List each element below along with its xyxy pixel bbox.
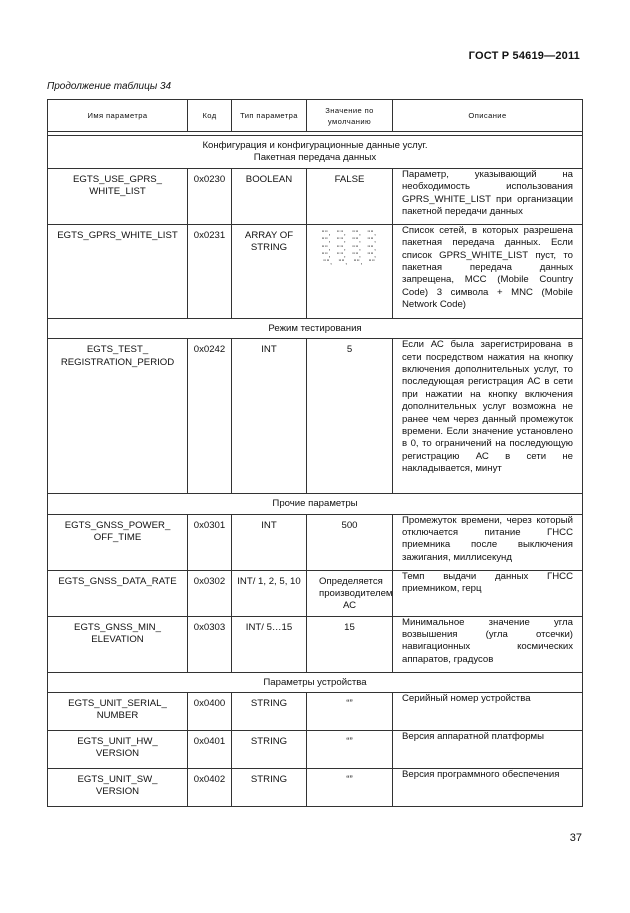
- param-default: Определяется производителем АС: [307, 570, 393, 616]
- param-type: STRING: [232, 731, 307, 769]
- standard-title: ГОСТ Р 54619—2011: [468, 50, 580, 62]
- param-code: 0x0301: [188, 514, 232, 570]
- column-header: Описание: [393, 100, 583, 132]
- column-header: Тип параметра: [232, 100, 307, 132]
- param-default: 15: [307, 616, 393, 672]
- section-row: [48, 136, 583, 169]
- param-name: EGTS_UNIT_SERIAL_ NUMBER: [48, 693, 188, 731]
- section-title: Параметры устройства: [48, 672, 583, 692]
- table-continuation-caption: Продолжение таблицы 34: [47, 81, 172, 92]
- param-code: 0x0303: [188, 616, 232, 672]
- param-type: INT: [232, 514, 307, 570]
- param-description: Промежуток времени, через который отключается питание ГНСС приемника после выключения зажигания, миллисекунд: [393, 514, 583, 570]
- param-type: ARRAY OF STRING: [232, 224, 307, 318]
- param-description: Минимальное значение угла возвышения (угла отсечки) навигационных космических аппаратов, градусов: [393, 616, 583, 672]
- column-header: Код: [188, 100, 232, 132]
- param-name: EGTS_UNIT_HW_ VERSION: [48, 731, 188, 769]
- page-number: 37: [569, 832, 582, 844]
- param-default: FALSE: [307, 168, 393, 224]
- param-code: 0x0401: [188, 731, 232, 769]
- param-type: BOOLEAN: [232, 168, 307, 224]
- table-header-row: [48, 100, 583, 132]
- param-description: Параметр, указывающий на необходимость использования GPRS_WHITE_LIST при организации пакетной передачи данных: [393, 168, 583, 224]
- param-description: Если АС была зарегистрирована в сети посредством нажатия на кнопку включения дополнительных услуг, то последующая регистрация АС в сети при нажатии на кнопку включения дополнительных услуг возможна не ранее чем через данный промежуток времени. Если значение установлено в 0, то ограничений на последующую регистрацию АС в сети не накладывается, минут: [393, 339, 583, 494]
- table-row: [48, 616, 583, 672]
- param-type: INT/ 5…15: [232, 616, 307, 672]
- param-code: 0x0230: [188, 168, 232, 224]
- param-description: Версия программного обеспечения: [393, 769, 583, 807]
- param-description: Темп выдачи данных ГНСС приемником, герц: [393, 570, 583, 616]
- param-type: STRING: [232, 769, 307, 807]
- param-description: Серийный номер устройства: [393, 693, 583, 731]
- table-row: [48, 168, 583, 224]
- table-row: [48, 693, 583, 731]
- param-default-pattern: "", "", "", "", "", "", "", "", "", "", "", "", "", "", "", "", "", "", "", "": [307, 224, 393, 318]
- table-row: [48, 570, 583, 616]
- section-row: [48, 318, 583, 338]
- table-row: [48, 224, 583, 318]
- param-code: 0x0242: [188, 339, 232, 494]
- param-name: EGTS_GPRS_WHITE_LIST: [48, 224, 188, 318]
- param-default: “”: [307, 769, 393, 807]
- table-row: [48, 769, 583, 807]
- table-row: [48, 731, 583, 769]
- section-title: Конфигурация и конфигурационные данные услуг. Пакетная передача данных: [48, 136, 583, 169]
- column-header: Имя параметра: [48, 100, 188, 132]
- param-name: EGTS_UNIT_SW_ VERSION: [48, 769, 188, 807]
- param-name: EGTS_TEST_ REGISTRATION_PERIOD: [48, 339, 188, 494]
- param-description: Список сетей, в которых разрешена пакетная передача данных. Если список GPRS_WHITE_LIST пуст, то пакетная передача данных запрещена, MCC (Mobile Country Code) 3 символа + MNC (Mobile Network Code): [393, 224, 583, 318]
- param-code: 0x0400: [188, 693, 232, 731]
- param-code: 0x0231: [188, 224, 232, 318]
- table-row: [48, 514, 583, 570]
- param-name: EGTS_GNSS_DATA_RATE: [48, 570, 188, 616]
- parameters-table: [47, 99, 583, 807]
- section-row: [48, 494, 583, 514]
- section-title: Режим тестирования: [48, 318, 583, 338]
- param-default: 5: [307, 339, 393, 494]
- param-name: EGTS_USE_GPRS_ WHITE_LIST: [48, 168, 188, 224]
- section-title: Прочие параметры: [48, 494, 583, 514]
- section-row: [48, 672, 583, 692]
- param-code: 0x0402: [188, 769, 232, 807]
- param-type: STRING: [232, 693, 307, 731]
- param-default: 500: [307, 514, 393, 570]
- param-default: “”: [307, 693, 393, 731]
- param-code: 0x0302: [188, 570, 232, 616]
- param-type: INT/ 1, 2, 5, 10: [232, 570, 307, 616]
- param-name: EGTS_GNSS_POWER_ OFF_TIME: [48, 514, 188, 570]
- param-description: Версия аппаратной платформы: [393, 731, 583, 769]
- table-row: [48, 339, 583, 494]
- param-type: INT: [232, 339, 307, 494]
- column-header: Значение по умолчанию: [307, 100, 393, 132]
- param-name: EGTS_GNSS_MIN_ ELEVATION: [48, 616, 188, 672]
- param-default: “”: [307, 731, 393, 769]
